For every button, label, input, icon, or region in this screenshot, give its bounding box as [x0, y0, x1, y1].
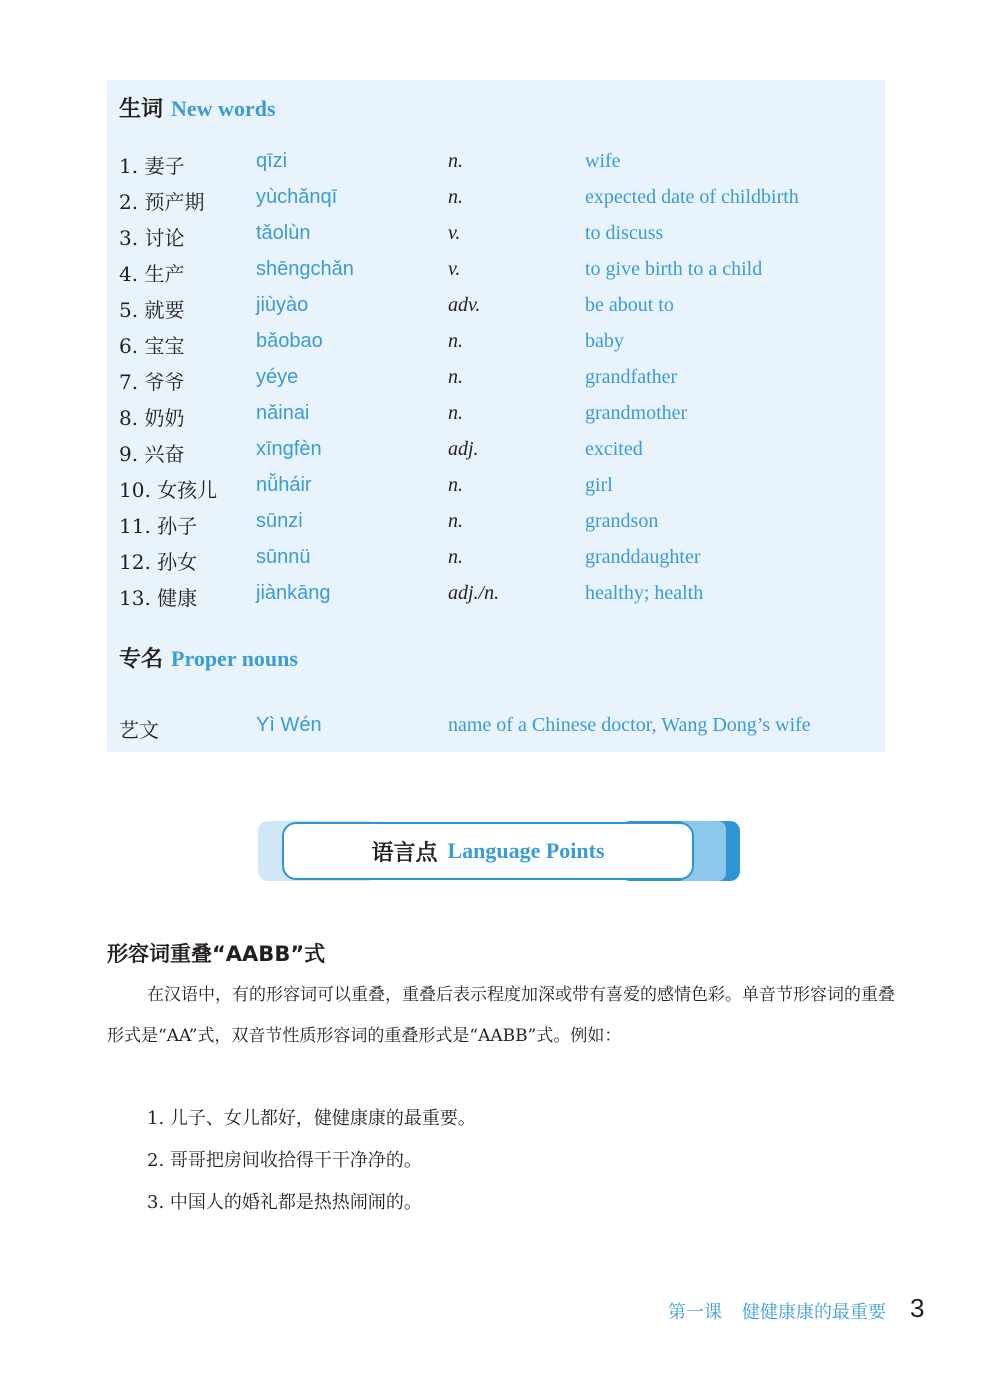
new-words-heading	[119, 92, 276, 123]
proper-nouns-title-zh: 专名	[119, 647, 164, 672]
vocab-definition: to discuss	[585, 222, 664, 244]
vocab-definition: to give birth to a child	[585, 258, 763, 280]
proper-nouns-title-en: Proper nouns	[171, 646, 298, 671]
new-words-title-en: New words	[171, 96, 276, 121]
vocab-definition: granddaughter	[585, 546, 701, 568]
vocab-definition: grandfather	[585, 366, 678, 388]
vocab-definition: grandmother	[585, 402, 688, 424]
vocab-pinyin: tǎolùn	[256, 222, 311, 244]
proper-noun-hanzi: 艺文	[119, 718, 159, 742]
vocab-row	[119, 436, 879, 472]
vocab-row	[119, 148, 879, 184]
vocab-pos: n.	[448, 150, 463, 172]
example-list	[147, 1098, 476, 1224]
vocab-pos: v.	[448, 258, 461, 280]
proper-noun-pinyin: Yì Wén	[256, 714, 322, 736]
new-words-title-zh: 生词	[119, 97, 164, 122]
vocab-pos: n.	[448, 546, 463, 568]
vocab-row	[119, 544, 879, 580]
proper-nouns-heading	[119, 642, 298, 673]
vocab-row	[119, 220, 879, 256]
vocab-definition: expected date of childbirth	[585, 186, 799, 208]
vocab-pos: n.	[448, 186, 463, 208]
vocab-pinyin: yùchǎnqī	[256, 186, 338, 208]
proper-noun-row	[119, 714, 879, 744]
proper-noun-definition: name of a Chinese doctor, Wang Dong’s wife	[448, 714, 811, 736]
vocab-pinyin: sūnnü	[256, 546, 311, 568]
page-number: 3	[910, 1293, 925, 1323]
vocab-row	[119, 508, 879, 544]
vocabulary-box	[107, 80, 885, 752]
vocab-row	[119, 292, 879, 328]
grammar-point-title: 形容词重叠“AABB”式	[107, 942, 326, 966]
vocab-pinyin: jiùyào	[256, 294, 309, 316]
vocab-pos: adj./n.	[448, 582, 500, 604]
vocab-hanzi: 11. 孙子	[119, 514, 198, 538]
vocab-hanzi: 9. 兴奋	[119, 442, 185, 466]
vocab-hanzi: 13. 健康	[119, 586, 198, 610]
footer-lesson-title: 健健康康的最重要	[742, 1302, 886, 1323]
vocab-pos: v.	[448, 222, 461, 244]
banner-label	[282, 822, 694, 880]
grammar-point-paragraph: 在汉语中，有的形容词可以重叠，重叠后表示程度加深或带有喜爱的感情色彩。单音节形容词的重叠形式是“AA”式，双音节性质形容词的重叠形式是“AABB”式。例如：	[107, 985, 895, 1046]
vocab-row	[119, 364, 879, 400]
example-sentence: 3. 中国人的婚礼都是热热闹闹的。	[147, 1192, 422, 1213]
vocab-definition: girl	[585, 474, 613, 496]
vocab-row	[119, 184, 879, 220]
vocab-definition: be about to	[585, 294, 674, 316]
vocab-pinyin: sūnzi	[256, 510, 303, 532]
vocab-definition: grandson	[585, 510, 659, 532]
vocab-row	[119, 328, 879, 364]
vocab-pos: adj.	[448, 438, 479, 460]
vocab-hanzi: 4. 生产	[119, 262, 185, 286]
vocab-pinyin: xīngfèn	[256, 438, 322, 460]
vocab-definition: excited	[585, 438, 643, 460]
vocab-definition: wife	[585, 150, 621, 172]
vocab-pos: n.	[448, 366, 463, 388]
vocab-hanzi: 12. 孙女	[119, 550, 198, 574]
vocab-hanzi: 6. 宝宝	[119, 334, 185, 358]
example-sentence: 1. 儿子、女儿都好，健健康康的最重要。	[147, 1108, 476, 1129]
vocab-hanzi: 8. 奶奶	[119, 406, 185, 430]
vocab-list	[119, 148, 879, 616]
footer-lesson: 第一课	[668, 1302, 722, 1323]
vocab-pinyin: yéye	[256, 366, 299, 388]
vocab-row	[119, 472, 879, 508]
example-sentence: 2. 哥哥把房间收拾得干干净净的。	[147, 1150, 422, 1171]
language-points-title-zh: 语言点	[371, 840, 438, 866]
vocab-row	[119, 580, 879, 616]
vocab-pinyin: bǎobao	[256, 330, 323, 352]
running-footer	[668, 1298, 886, 1324]
language-points-title-en: Language Points	[447, 838, 605, 863]
vocab-row	[119, 400, 879, 436]
vocab-row	[119, 256, 879, 292]
vocab-hanzi: 7. 爷爷	[119, 370, 185, 394]
vocab-pinyin: qīzi	[256, 150, 288, 172]
language-points-banner	[258, 821, 740, 881]
vocab-hanzi: 1. 妻子	[119, 154, 185, 178]
vocab-pos: n.	[448, 474, 463, 496]
vocab-pos: n.	[448, 330, 463, 352]
vocab-pinyin: nǎinai	[256, 402, 310, 424]
vocab-hanzi: 5. 就要	[119, 298, 185, 322]
vocab-pinyin: shēngchǎn	[256, 258, 354, 280]
vocab-pos: n.	[448, 402, 463, 424]
vocab-hanzi: 3. 讨论	[119, 226, 185, 250]
vocab-definition: healthy; health	[585, 582, 704, 604]
vocab-pinyin: jiànkāng	[256, 582, 331, 604]
vocab-definition: baby	[585, 330, 624, 352]
vocab-pinyin: nǚháir	[256, 474, 312, 496]
vocab-hanzi: 2. 预产期	[119, 190, 205, 214]
vocab-hanzi: 10. 女孩儿	[119, 478, 218, 502]
vocab-pos: adv.	[448, 294, 481, 316]
vocab-pos: n.	[448, 510, 463, 532]
